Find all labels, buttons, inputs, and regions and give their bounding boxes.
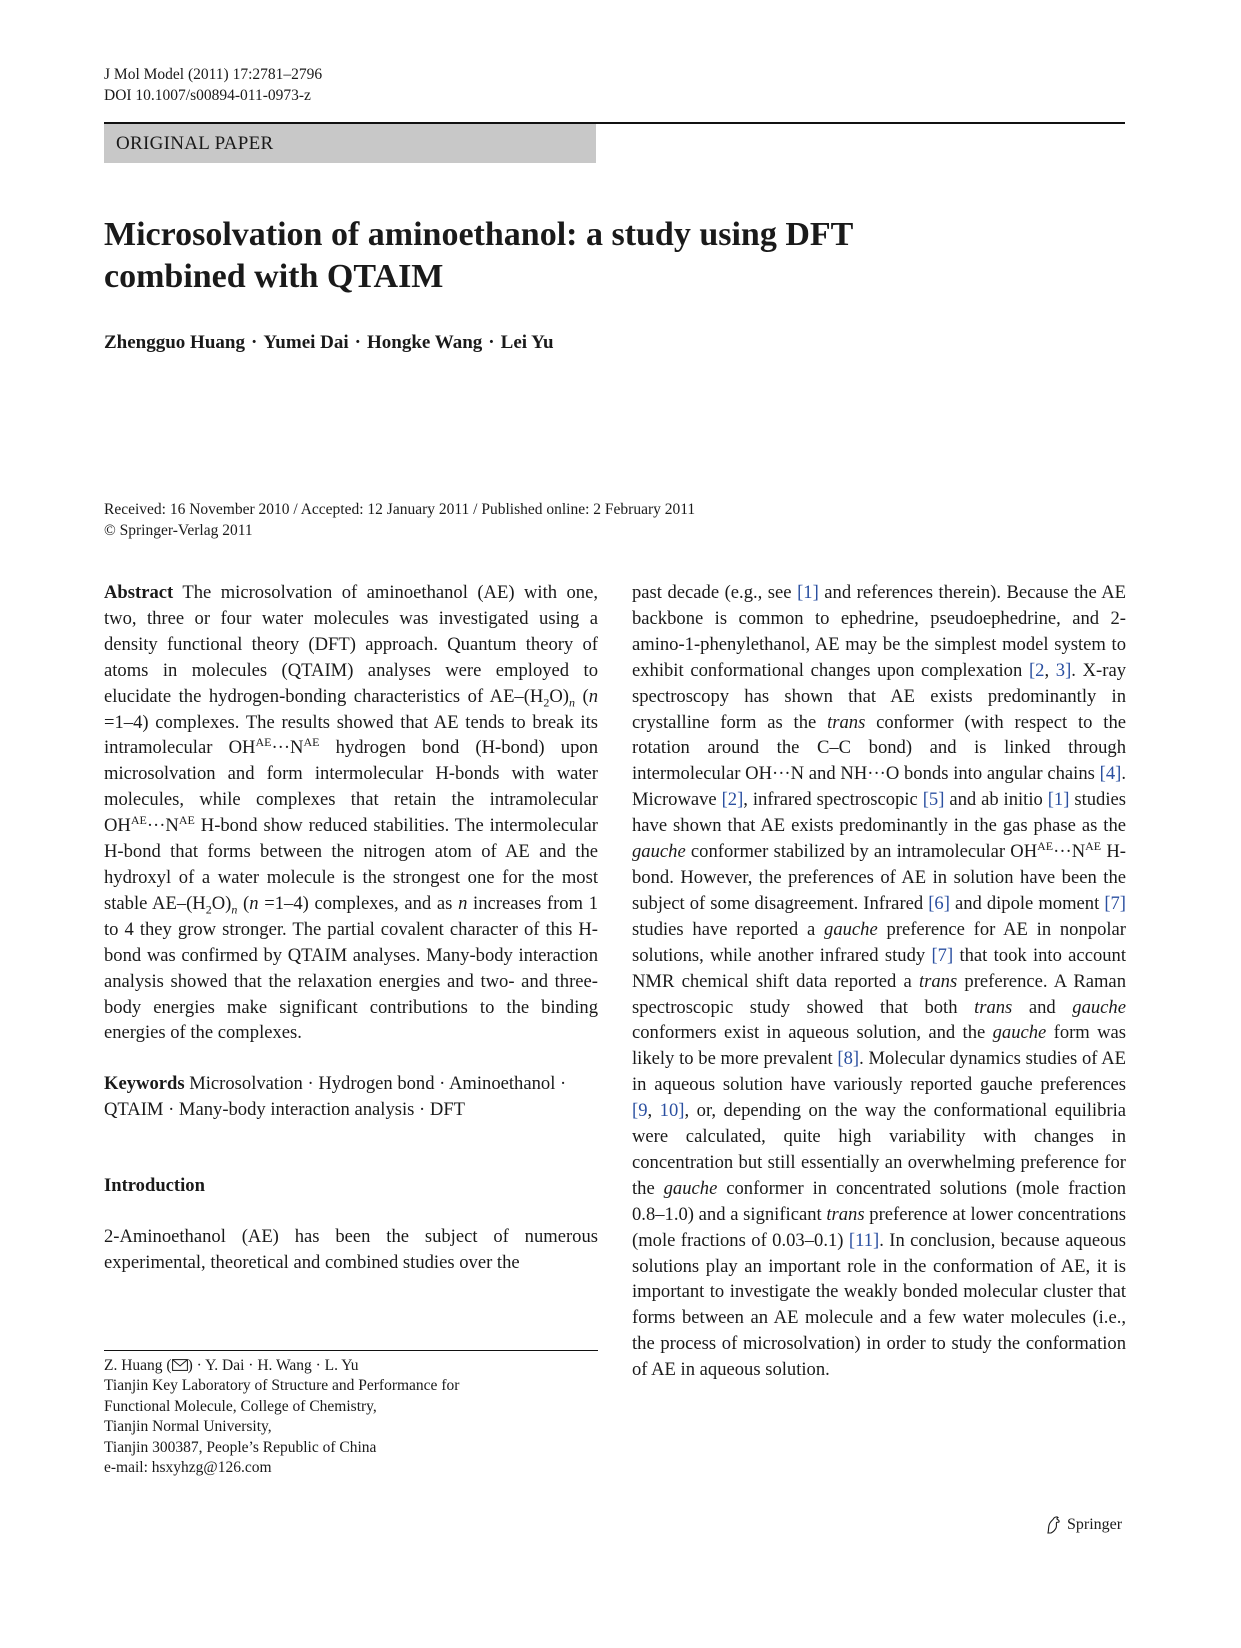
- right-column: [632, 580, 1126, 1383]
- affiliation-lab: Tianjin Key Laboratory of Structure and Performance for: [104, 1377, 460, 1395]
- affiliation-university: Tianjin Normal University,: [104, 1418, 272, 1436]
- abstract: Abstract The microsolvation of aminoethanol (AE) with one, two, three or four water molecules was investigated using a density functional theory (DFT) approach. Quantum theory of atoms in molecules (QTAIM) analyses were employed to elucidate the hydrogen-bonding characteristics of $AE-(H_2O)_n$ (n =1–4) complexes. The results showed that AE tends to break its intramolecular $OH^{AE}\cdot\cdot\cdot N^{AE}$ hydrogen bond (H-bond) upon microsolvation and form intermolecular H-bonds with water molecules, while complexes that retain the intramolecular $OH^{AE}\cdot\cdot\cdot N^{AE}$ H-bond show reduced stabilities. The intermolecular H-bond that forms between the nitrogen atom of AE and the hydroxyl of a water molecule is the strongest one for the most stable $AE-(H_2O)_n$ (n =1–4) complexes, and as n increases from 1 to 4 they grow stronger. The partial covalent character of this H-bond was confirmed by QTAIM analyses. Many-body interaction analysis showed that the relaxation energies and two- and three-body energies make significant contributions to the binding energies of the complexes.: [104, 582, 598, 1044]
- springer-horse-icon: [1045, 1515, 1062, 1535]
- author-name: Hongke Wang: [367, 332, 483, 353]
- correspondence-authors: Z. Huang ( ) · Y. Dai · H. Wang · L. Yu: [104, 1357, 359, 1374]
- publisher-name: Springer: [1067, 1516, 1123, 1533]
- keywords: Keywords Microsolvation · Hydrogen bond · Aminoethanol · QTAIM · Many-body interaction analysis · DFT: [104, 1073, 567, 1121]
- author-separator: ·: [354, 332, 362, 353]
- author-name: Yumei Dai: [263, 332, 349, 353]
- citation-link[interactable]: [7]: [931, 944, 954, 966]
- journal-citation: J Mol Model (2011) 17:2781–2796: [104, 66, 323, 83]
- journal-header: [104, 64, 322, 106]
- author-name: Lei Yu: [500, 332, 554, 353]
- citation-link[interactable]: [7]: [1104, 892, 1126, 914]
- publication-dates: [104, 499, 695, 541]
- citation-link[interactable]: 3]: [1055, 659, 1072, 681]
- title-line-1: Microsolvation of aminoethanol: a study using DFT: [104, 216, 854, 253]
- title-line-2: combined with QTAIM: [104, 258, 444, 295]
- footnote-rule: [104, 1350, 598, 1351]
- citation-link[interactable]: [5]: [922, 789, 945, 811]
- citation-link[interactable]: [1]: [1047, 789, 1070, 811]
- author-email[interactable]: e-mail: hsxyhzg@126.com: [104, 1459, 272, 1477]
- author-list: [104, 332, 554, 354]
- affiliation-college: Functional Molecule, College of Chemistry,: [104, 1397, 377, 1415]
- publisher-logo: [1045, 1515, 1122, 1535]
- author-separator: ·: [488, 332, 495, 353]
- section-tag: ORIGINAL PAPER: [104, 124, 596, 163]
- history-dates: Received: 16 November 2010 / Accepted: 12 January 2011 / Published online: 2 February 2011: [104, 501, 696, 518]
- citation-link[interactable]: 10]: [659, 1100, 685, 1122]
- section-heading-introduction: Introduction: [104, 1175, 205, 1197]
- citation-link[interactable]: [8]: [837, 1048, 860, 1070]
- envelope-icon: [172, 1359, 188, 1371]
- abstract-label: Abstract: [104, 582, 174, 603]
- citation-link[interactable]: [2]: [721, 789, 744, 811]
- keywords-label: Keywords: [104, 1073, 185, 1095]
- introduction-text: 2-Aminoethanol (AE) has been the subject of numerous experimental, theoretical and combined studies over the: [104, 1226, 598, 1273]
- citation-link[interactable]: [4]: [1099, 763, 1122, 785]
- citation-link[interactable]: [2: [1028, 659, 1045, 681]
- citation-link[interactable]: [11]: [848, 1229, 880, 1251]
- citation-link[interactable]: [1]: [797, 582, 819, 603]
- citation-link[interactable]: [6]: [928, 892, 950, 914]
- affiliation-address: Tianjin 300387, People’s Republic of China: [104, 1438, 377, 1456]
- introduction-continued: past decade (e.g., see [1] and references therein). Because the AE backbone is common to ephedrine, pseudoephedrine, and 2-amino-1-phenylethanol, AE may be the simplest model system to exhibit conformational changes upon complexation [2, 3]. X-ray spectroscopy has shown that AE exists predominantly in crystalline form as the trans conformer (with respect to the rotation around the C–C bond) and is linked through intermolecular OH···N and NH···O bonds into angular chains [4]. Microwave [2], infrared spectroscopic [5] and ab initio [1] studies have shown that AE exists predominantly in the gas phase as the gauche conformer stabilized by an intramolecular $OH^{AE}\cdot\cdot\cdot N^{AE}$ H-bond. However, the preferences of AE in solution have been the subject of some disagreement. Infrared [6] and dipole moment [7] studies have reported a gauche preference for AE in nonpolar solutions, while another infrared study [7] that took into account NMR chemical shift data reported a trans preference. A Raman spectroscopic study showed that both trans and gauche conformers exist in aqueous solution, and the gauche form was likely to be more prevalent [8]. Molecular dynamics studies of AE in aqueous solution have variously reported gauche preferences [9, 10], or, depending on the way the conformational equilibria were calculated, quite high variability with changes in concentration but still essentially an overwhelming preference for the gauche conformer in concentrated solutions (mole fraction 0.8–1.0) and a significant trans preference at lower concentrations (mole fractions of 0.03–0.1) [11]. In conclusion, because aqueous solutions play an important role in the conformation of AE, it is important to investigate the weakly bonded molecular cluster that forms between an AE molecule and a few water molecules (i.e., the process of microsolvation) in order to study the conformation of AE in aqueous solution.: [632, 582, 1127, 1381]
- affiliation-footnote: [104, 1356, 459, 1478]
- author-separator: ·: [250, 332, 258, 353]
- author-name: Zhengguo Huang: [104, 332, 245, 353]
- citation-link[interactable]: [9: [632, 1100, 648, 1122]
- doi: DOI 10.1007/s00894-011-0973-z: [104, 87, 311, 104]
- left-column: [104, 580, 598, 1276]
- paper-title: [104, 214, 964, 298]
- copyright: © Springer-Verlag 2011: [104, 522, 253, 539]
